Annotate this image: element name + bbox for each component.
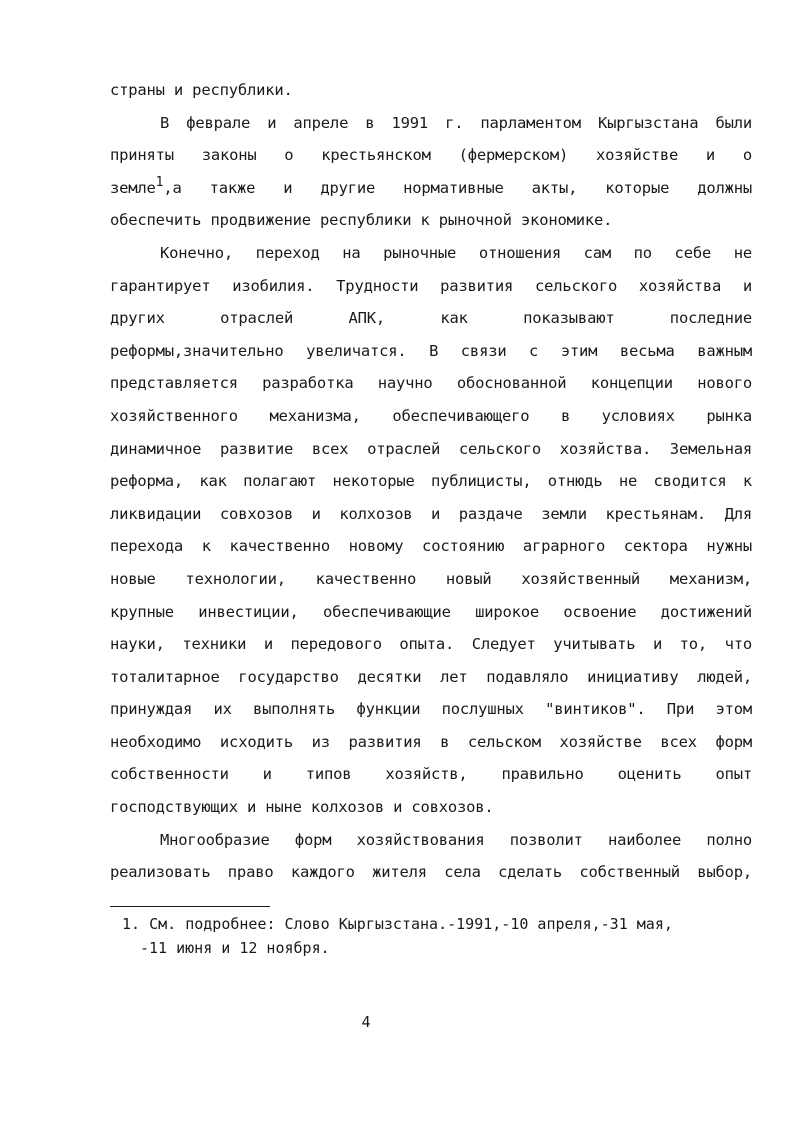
footnotes xyxy=(122,912,732,960)
text-line: ликвидации совхозов и колхозов и раздаче земли крестьянам. Для xyxy=(110,504,752,523)
text-line: перехода к качественно новому состоянию аграрного сектора нужны xyxy=(110,537,752,556)
text-line: собственности и типов хозяйств, правильно оценить опыт xyxy=(110,765,752,784)
text-line: реализовать право каждого жителя села сделать собственный выбор, xyxy=(110,863,752,882)
footnote-divider xyxy=(110,906,270,907)
text-line: принуждая их выполнять функции послушных "винтиков". При этом xyxy=(110,700,752,719)
text-line: хозяйственного механизма, обеспечивающего в условиях рынка xyxy=(110,406,752,425)
page-number: 4 xyxy=(361,1013,371,1031)
text-line: науки, техники и передового опыта. Следует учитывать и то, что xyxy=(110,635,752,654)
text-line: представляется разработка научно обоснованной концепции нового xyxy=(110,374,752,393)
text-line: приняты законы о крестьянском (фермерском) хозяйстве и о xyxy=(110,146,752,165)
text-line: господствующих и ныне колхозов и совхозов. xyxy=(110,798,494,817)
text-line: Многообразие форм хозяйствования позволит наиболее полно xyxy=(160,830,752,849)
text-fragment: ,а также и другие нормативные акты, которые должны xyxy=(163,178,752,197)
text-line: необходимо исходить из развития в сельском хозяйстве всех форм xyxy=(110,732,752,751)
footnote-marker: 1 xyxy=(155,174,164,190)
text-line: страны и республики. xyxy=(110,81,293,99)
body-text xyxy=(110,74,752,889)
text-line: динамичное развитие всех отраслей сельского хозяйства. Земельная xyxy=(110,439,752,458)
footnote-line: -11 июня и 12 ноября. xyxy=(140,939,330,957)
text-fragment: земле xyxy=(110,178,156,197)
text-line: крупные инвестиции, обеспечивающие широкое освоение достижений xyxy=(110,602,752,621)
text-line: тоталитарное государство десятки лет подавляло инициативу людей, xyxy=(110,667,752,686)
text-line: гарантирует изобилия. Трудности развития сельского хозяйства и xyxy=(110,276,752,295)
text-line: реформа, как полагают некоторые публицисты, отнюдь не сводится к xyxy=(110,472,752,491)
text-line: Конечно, переход на рыночные отношения сам по себе не xyxy=(160,243,752,262)
text-line: В феврале и апреле в 1991 г. парламентом Кыргызстана были xyxy=(160,113,752,132)
text-line: новые технологии, качественно новый хозяйственный механизм, xyxy=(110,569,752,588)
text-line: других отраслей АПК, как показывают последние xyxy=(110,309,752,328)
text-line: реформы,значительно увеличатся. В связи с этим весьма важным xyxy=(110,341,752,360)
footnote-line: 1. См. подробнее: Слово Кыргызстана.-1991,-10 апреля,-31 мая, xyxy=(122,915,673,933)
text-line-with-footnote xyxy=(110,172,752,205)
text-line: обеспечить продвижение республики к рыночной экономике. xyxy=(110,211,613,230)
